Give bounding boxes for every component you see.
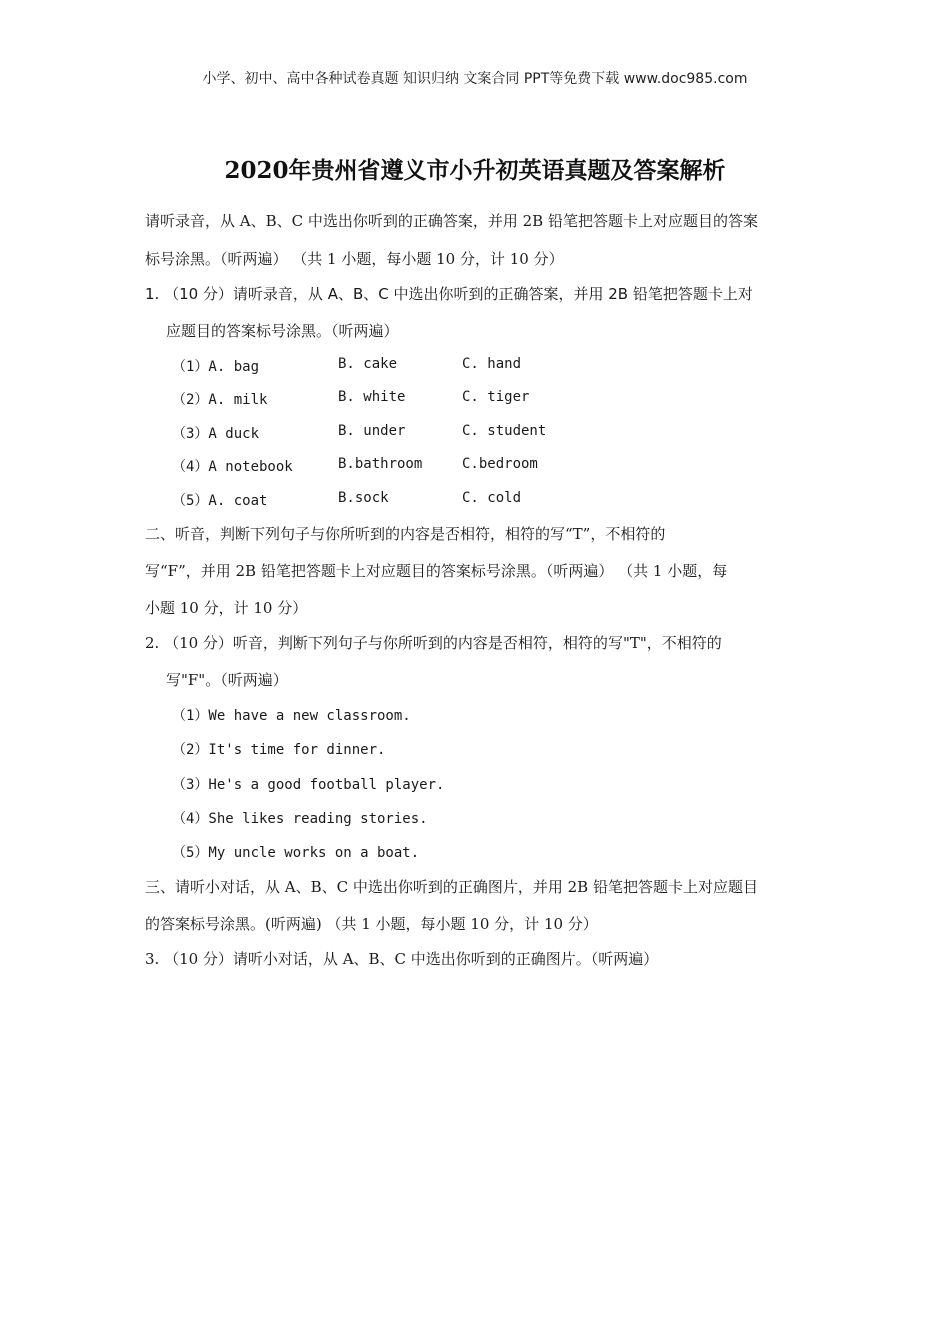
- section1-instruction-line1: 请听录音，从 A、B、C 中选出你听到的正确答案，并用 2B 铅笔把答题卡上对应题目的答案: [145, 212, 758, 230]
- sentence-5: （5）My uncle works on a boat.: [172, 845, 420, 861]
- option-row-5-b: B.sock: [338, 490, 389, 506]
- section2-instruction-line3: 小题 10 分，计 10 分）: [145, 599, 308, 617]
- site-header: 小学、初中、高中各种试卷真题 知识归纳 文案合同 PPT等免费下载 www.doc985.com: [202, 71, 748, 87]
- section2-instruction-line1: 二、听音，判断下列句子与你所听到的内容是否相符，相符的写“T”，不相符的: [145, 525, 666, 543]
- option-row-1-b: B. cake: [338, 356, 398, 372]
- question3-line1: 3. （10 分）请听小对话，从 A、B、C 中选出你听到的正确图片。（听两遍）: [145, 950, 659, 968]
- question1-line2: 应题目的答案标号涂黑。（听两遍）: [166, 322, 399, 340]
- section3-instruction-line1: 三、请听小对话，从 A、B、C 中选出你听到的正确图片，并用 2B 铅笔把答题卡上对应题目: [145, 878, 758, 896]
- option-row-4-b: B.bathroom: [338, 456, 423, 472]
- sentence-4: （4）She likes reading stories.: [172, 811, 428, 827]
- option-row-4-c: C.bedroom: [462, 456, 538, 472]
- option-row-3-c: C. student: [462, 423, 547, 439]
- option-row-2-b: B. white: [338, 389, 406, 405]
- option-row-2-c: C. tiger: [462, 389, 530, 405]
- question1-line1: 1. （10 分）请听录音，从 A、B、C 中选出你听到的正确答案，并用 2B 铅笔把答题卡上对: [145, 285, 753, 303]
- option-row-2-a: （2）A. milk: [172, 392, 268, 408]
- question2-line1: 2. （10 分）听音，判断下列句子与你所听到的内容是否相符，相符的写"T"，不相符的: [145, 634, 722, 652]
- section2-instruction-line2: 写“F”，并用 2B 铅笔把答题卡上对应题目的答案标号涂黑。（听两遍） （共 1 小题，每: [145, 562, 728, 580]
- option-row-1-a: （1）A. bag: [172, 359, 260, 375]
- option-row-4-a: （4）A notebook: [172, 459, 293, 475]
- option-row-1-c: C. hand: [462, 356, 522, 372]
- option-row-3-a: （3）A duck: [172, 426, 260, 442]
- option-row-3-b: B. under: [338, 423, 406, 439]
- option-row-5-a: （5）A. coat: [172, 493, 268, 509]
- sentence-3: （3）He's a good football player.: [172, 777, 445, 793]
- sentence-2: （2）It's time for dinner.: [172, 742, 386, 758]
- sentence-1: （1）We have a new classroom.: [172, 708, 411, 724]
- question2-line2: 写"F"。（听两遍）: [166, 671, 288, 689]
- option-row-5-c: C. cold: [462, 490, 522, 506]
- section1-instruction-line2: 标号涂黑。（听两遍） （共 1 小题，每小题 10 分，计 10 分）: [145, 250, 564, 268]
- section3-instruction-line2: 的答案标号涂黑。(听两遍) （共 1 小题，每小题 10 分，计 10 分）: [145, 915, 598, 933]
- page-title: 2020年贵州省遵义市小升初英语真题及答案解析: [224, 157, 726, 184]
